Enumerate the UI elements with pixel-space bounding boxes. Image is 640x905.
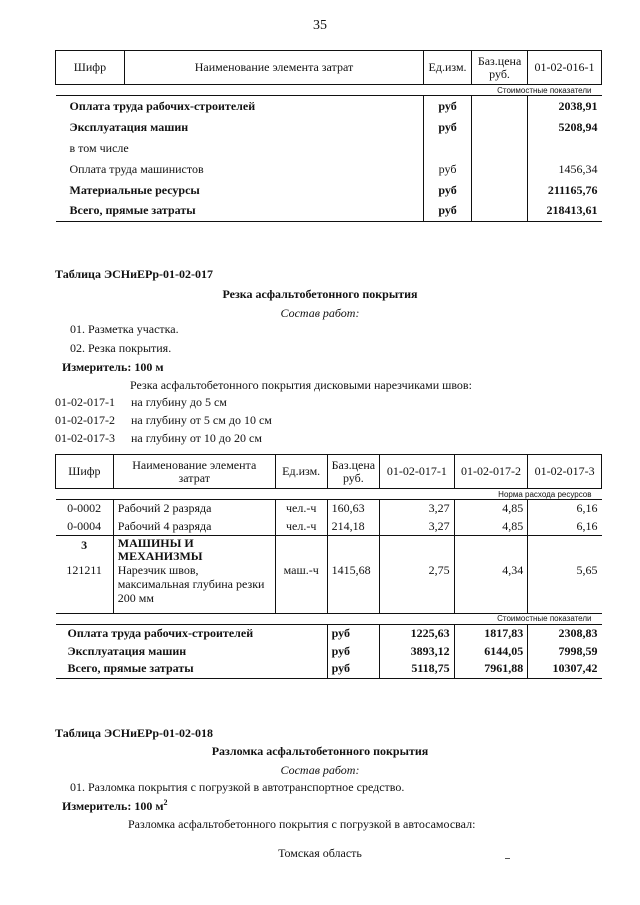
footer-region: Томская область — [278, 846, 362, 860]
code-text: на глубину от 5 см до 10 см — [131, 413, 272, 427]
table-row: 3 МАШИНЫ И МЕХАНИЗМЫ — [56, 536, 602, 564]
table-row: Материальные ресурсы руб 211165,76 — [56, 180, 602, 201]
works-label: Состав работ: — [280, 763, 360, 777]
col-header: 01-02-016-1 — [528, 51, 602, 85]
table-row: 0-0002 Рабочий 2 разряда чел.-ч 160,63 3,27 4,85 6,16 — [56, 500, 602, 518]
table-row: Эксплуатация машин руб 3893,12 6144,05 7998,59 — [56, 642, 602, 660]
col-header: Ед.изм. — [424, 51, 472, 85]
measure-unit: Измеритель: 100 м — [62, 360, 164, 374]
code-text: на глубину до 5 см — [131, 395, 227, 409]
col-header: Наименование элемента затрат — [113, 455, 275, 489]
table-row: в том числе — [56, 138, 602, 159]
col-header: 01-02-017-1 — [380, 455, 455, 489]
table-row: Всего, прямые затраты руб 218413,61 — [56, 201, 602, 222]
table-row: Оплата труда машинистов руб 1456,34 — [56, 159, 602, 180]
code-text: на глубину от 10 до 20 см — [131, 431, 262, 445]
subheader: Стоимостные показатели — [56, 613, 602, 624]
work-item: 01. Разломка покрытия с погрузкой в автотранспортное средство. — [70, 780, 405, 794]
code-label: 01-02-017-2 — [55, 413, 115, 427]
section-title: Резка асфальтобетонного покрытия — [222, 287, 418, 301]
measure-unit: Измеритель: 100 $м^2$ — [62, 798, 168, 813]
table-label: Таблица ЭСНиЕРр-01-02-017 — [55, 267, 214, 281]
col-header: 01-02-017-3 — [528, 455, 602, 489]
works-label: Состав работ: — [280, 306, 360, 320]
col-header: Баз.цена руб. — [327, 455, 379, 489]
code-label: 01-02-017-1 — [55, 395, 115, 409]
page-number: 35 — [313, 18, 327, 33]
section-title: Разломка асфальтобетонного покрытия — [211, 744, 429, 758]
table-01-02-017 — [55, 454, 602, 679]
work-item: 02. Резка покрытия. — [70, 341, 172, 355]
col-header: Баз.цена руб. — [472, 51, 528, 85]
col-header: Шифр — [56, 51, 125, 85]
subheader: Норма расхода ресурсов — [56, 489, 602, 500]
code-label: 01-02-017-3 — [55, 431, 115, 445]
table-row: Эксплуатация машин руб 5208,94 — [56, 117, 602, 138]
table-01-02-016 — [55, 50, 602, 222]
col-header: Наименование элемента затрат — [124, 51, 423, 85]
table-row: 0-0004 Рабочий 4 разряда чел.-ч 214,18 3,27 4,85 6,16 — [56, 518, 602, 536]
table-row: Всего, прямые затраты руб 5118,75 7961,88 10307,42 — [56, 660, 602, 678]
table-row: Оплата труда рабочих-строителей руб 1225,63 1817,83 2308,83 — [56, 624, 602, 642]
subheader: Стоимостные показатели — [56, 85, 602, 96]
table-row: 121211 Нарезчик швов, максимальная глубина резки 200 мм маш.-ч 1415,68 2,75 4,34 5,65 — [56, 563, 602, 613]
work-item: 01. Разметка участка. — [70, 322, 179, 336]
table-row: Оплата труда рабочих-строителей руб 2038,91 — [56, 96, 602, 117]
col-header: Шифр — [56, 455, 114, 489]
intro-text: Разломка асфальтобетонного покрытия с погрузкой в автосамосвал: — [128, 817, 476, 831]
col-header: Ед.изм. — [275, 455, 327, 489]
col-header: 01-02-017-2 — [454, 455, 528, 489]
table-label: Таблица ЭСНиЕРр-01-02-018 — [55, 726, 214, 740]
intro-text: Резка асфальтобетонного покрытия дисковыми нарезчиками швов: — [130, 378, 472, 392]
scan-mark — [505, 858, 510, 859]
